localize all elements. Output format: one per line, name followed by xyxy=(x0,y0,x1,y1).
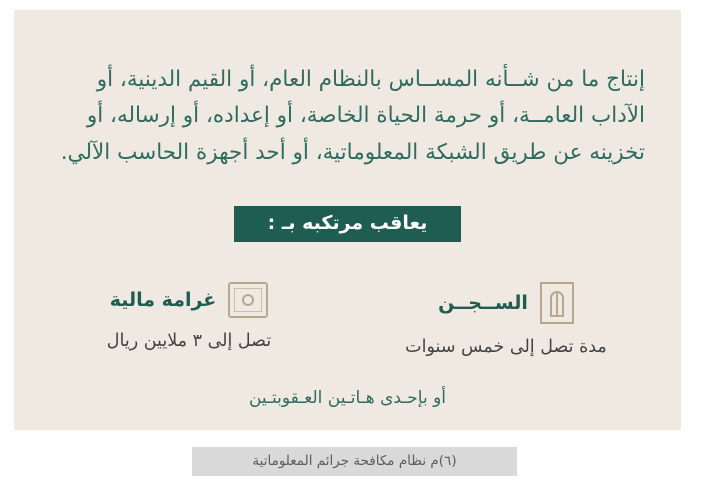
outcome-prison-description: مدة تصل إلى خمس سنوات xyxy=(405,337,607,357)
penalty-band-container xyxy=(14,206,681,242)
intro-paragraph: إنتاج ما من شــأنه المســاس بالنظام العام، أو القيم الدينية، أو الآداب العامــة، أو حرمة الحياة الخاصة، أو إعداده، أو إرساله، أو تخزينه عن طريق الشبكة المعلوماتية، أو أحد أجهزة الحاسب الآلي. xyxy=(60,66,645,166)
outcome-fine-title: غرامة مالية xyxy=(109,289,217,311)
either-penalty-note: أو بإحـدى هـاتـين العـقوبتـين xyxy=(248,388,447,408)
right-gutter xyxy=(681,0,709,490)
outcome-prison-title: الســجــن xyxy=(438,292,528,314)
penalty-band-label: يعاقب مرتكبه بـ : xyxy=(234,206,462,242)
outcome-fine xyxy=(54,282,324,360)
outcome-fine-description: تصل إلى ٣ ملايين ريال xyxy=(106,331,272,351)
outcome-prison-header xyxy=(371,282,641,324)
outcomes-row xyxy=(54,282,641,360)
outcome-fine-header xyxy=(54,282,324,318)
source-label: (٦)م نظام مكافحة جرائم المعلوماتية xyxy=(192,447,516,476)
source-container xyxy=(0,447,709,476)
outcome-prison xyxy=(371,282,641,360)
content-panel xyxy=(14,10,681,430)
prison-door-icon xyxy=(540,282,574,324)
money-banknote-icon xyxy=(228,282,268,318)
